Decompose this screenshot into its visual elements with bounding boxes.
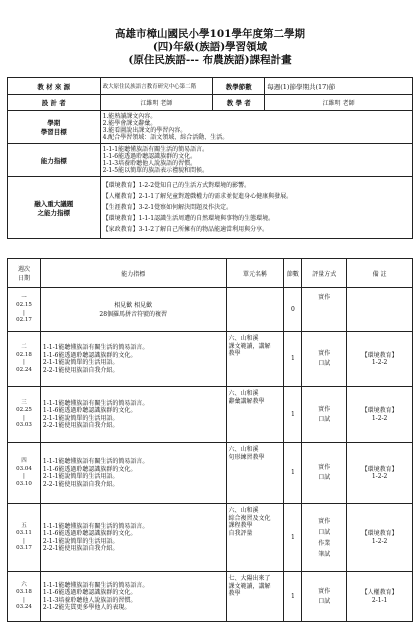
hours-label: 教學節數 <box>213 78 265 95</box>
week-date: 二 02.18 | 02.24 <box>8 332 41 387</box>
assessment-cell <box>302 572 347 622</box>
issue-item: 【生涯教育】3-2-1覺察如何解決問題及作決定。 <box>102 204 233 211</box>
remarks-cell <box>347 572 413 622</box>
assessment-cell <box>302 332 347 387</box>
unit-line: 課文範讀，講解 <box>228 342 271 350</box>
remarks-header: 備 註 <box>347 259 413 288</box>
textbook-label: 教 材 來 源 <box>8 78 101 95</box>
indicator-line: 1-1-1能聽懂族語有關生活的簡易語言。 <box>42 399 149 407</box>
unit-line: 六、山和溪 <box>228 507 259 514</box>
assessment-line: 筆試 <box>318 550 331 558</box>
unit-line: 句形練習教學 <box>228 453 265 461</box>
indicator-line: 1-1-6能透過聆聽認識族群的文化。 <box>42 589 137 596</box>
remarks-line: 2-1-1 <box>371 596 388 604</box>
assessment-line: 實作 <box>318 294 331 301</box>
unit-line: 綜合複習及文化 <box>228 514 271 522</box>
assessment-cell <box>302 504 347 572</box>
table-row <box>8 288 413 332</box>
indicator-line: 2-2-1能使用族語自我介紹。 <box>42 422 119 429</box>
assessment-line: 實作 <box>318 405 331 413</box>
indicator-line: 1-1-3培養聆聽他人說族語的習慣。 <box>42 596 137 604</box>
goal-item: 3.能看圖說出課文的學習內容。 <box>102 127 187 134</box>
unit-line: 課文範讀，講解 <box>228 582 271 590</box>
designer-label: 設 計 者 <box>8 95 101 111</box>
teacher-label: 教 學 者 <box>213 95 265 111</box>
indicator-line: 1-1-1能聽懂族語有關生活的簡易語言。 <box>42 458 149 465</box>
issue-item: 【家政教育】3-1-2了解自己所擁有的物品能適當利用與分享。 <box>102 226 269 233</box>
course-plan-title: (原住民族語--- 布農族語)課程計畫 <box>128 54 292 66</box>
unit-line: 七、大陽出來了 <box>228 575 271 582</box>
remarks-line: 【環境教育】 <box>361 530 398 537</box>
unit-line: 六、山和溪 <box>228 390 259 397</box>
unit-cell <box>226 387 284 443</box>
issues-list <box>100 177 412 239</box>
week-date: 四 03.04 | 03.10 <box>8 443 41 504</box>
assessment-cell <box>302 443 347 504</box>
remarks-cell <box>347 387 413 443</box>
goal-item: 1.能熟讀課文內容。 <box>102 113 157 120</box>
remarks-cell <box>347 288 413 332</box>
hours-cell: 1 <box>284 504 302 572</box>
remarks-line: 【人權教育】 <box>361 589 398 596</box>
unit-line: 教學 <box>228 350 241 357</box>
hours-header: 節數 <box>284 259 302 288</box>
hours-cell: 1 <box>284 443 302 504</box>
assessment-cell <box>302 288 347 332</box>
assessment-line: 實作 <box>318 350 331 357</box>
teacher-value: 江維明 老師 <box>265 95 413 111</box>
goals-label: 學期 學習目標 <box>8 111 101 144</box>
week-date: 三 02.25 | 03.03 <box>8 387 41 443</box>
indicator-line: 相見歡 相見歡 <box>114 301 153 309</box>
indicator-line: 1-1-6能透過聆聽認識族群的文化。 <box>42 351 137 359</box>
remarks-line: 【環境教育】 <box>361 351 398 359</box>
unit-cell <box>226 572 284 622</box>
assessment-line: 口試 <box>318 528 331 536</box>
indicator-cell <box>40 332 226 387</box>
table-row <box>8 443 413 504</box>
issue-item: 【環境教育】1-1-1認識生活周遭的自然環境與事物的生態環境。 <box>102 215 275 222</box>
textbook-value: 政大原住民族語言教育研究中心第二階 <box>100 78 213 95</box>
course-info-table <box>7 77 413 239</box>
hours-cell: 1 <box>284 332 302 387</box>
assessment-line: 口試 <box>318 360 331 367</box>
issue-item: 【人權教育】2-1-1了解兒童對遊戲權力的需求並促進身心健康與發展。 <box>102 193 293 200</box>
school-title: 高雄市樟山國民小學101學年度第二學期 <box>115 28 305 40</box>
assessment-line: 實作 <box>318 517 331 525</box>
remarks-line: 1-2-2 <box>371 537 388 545</box>
issues-label: 融入重大議題 之能力指標 <box>8 177 101 239</box>
goals-list <box>100 111 412 144</box>
indicator-line: 2-1-1能說簡單的生活用語。 <box>42 414 119 422</box>
indicator-line: 2-2-1能使用族語自我介紹。 <box>42 480 119 488</box>
table-row <box>8 504 413 572</box>
remarks-cell <box>347 504 413 572</box>
remarks-line: 【環境教育】 <box>361 407 398 414</box>
indicator-cell <box>40 504 226 572</box>
indicator-line: 1-1-6能透過聆聽認識族群的文化。 <box>42 407 137 414</box>
week-date: 五 03.11 | 03.17 <box>8 504 41 572</box>
unit-line: 六、山和溪 <box>228 335 259 342</box>
indicator-line: 2-2-1能使用族語自我介紹。 <box>42 366 119 374</box>
table-row <box>8 572 413 622</box>
unit-line: 自我評量 <box>228 529 253 537</box>
remarks-line: 【環境教育】 <box>361 465 398 473</box>
indicator-line: 2-2-1能使用族語自我介紹。 <box>42 545 119 552</box>
unit-line: 教學 <box>228 590 241 597</box>
weekly-schedule-table <box>7 258 413 622</box>
goal-item: 4.配合學習領域：語文領域、綜合活動、生活。 <box>102 134 229 141</box>
indicator-cell <box>40 443 226 504</box>
remarks-cell <box>347 332 413 387</box>
unit-cell <box>226 332 284 387</box>
assessment-header: 評量方式 <box>302 259 347 288</box>
remarks-line: 1-2-2 <box>371 359 388 366</box>
unit-cell <box>226 288 284 332</box>
week-date: 六 03.18 | 03.24 <box>8 572 41 622</box>
unit-line: 辭彙講解教學 <box>228 397 265 405</box>
indicator-cell <box>40 572 226 622</box>
hours-cell: 1 <box>284 387 302 443</box>
indicator-header: 能力指標 <box>40 259 226 288</box>
assessment-cell <box>302 387 347 443</box>
unit-cell <box>226 443 284 504</box>
assessment-line: 口試 <box>318 415 331 423</box>
assessment-line: 口試 <box>318 474 331 481</box>
assessment-line: 實作 <box>318 587 331 595</box>
table-row <box>8 387 413 443</box>
goal-item: 2.能學會課文辭彙。 <box>102 120 157 127</box>
indicator-line: 1-1-1能聽懂族語有關生活的簡易語言。 <box>42 522 149 530</box>
indicator-line: 2-1-2能先貫更多學他人的表現。 <box>42 604 131 611</box>
indicator-line: 1-1-1能聽懂族語有關生活的簡易語言。 <box>42 344 149 351</box>
indicator-line: 2-1-1能說簡單的生活用語。 <box>42 359 119 366</box>
indicator-line: 2-1-1能說簡單的生活用語。 <box>42 473 119 480</box>
indicator-cell <box>40 288 226 332</box>
ability-item: 1-1-3培養聆聽他人說族語的習慣。 <box>102 160 197 167</box>
table-row <box>8 332 413 387</box>
grade-subject-title: (四)年級(族語)學習領域 <box>152 41 268 53</box>
hours-value: 每週(1)節學期共(17)節 <box>265 78 413 95</box>
ability-item: 1-1-1能聽懂族語有關生活的簡易語言。 <box>102 146 209 153</box>
document-title-block <box>0 28 420 67</box>
assessment-line: 作業 <box>318 539 331 547</box>
issue-item: 【環境教育】1-2-2覺知自己的生活方式對環境的影響。 <box>102 182 251 189</box>
unit-line: 課程教學 <box>228 522 253 529</box>
indicator-line: 1-1-1能聽懂族語有關生活的簡易語言。 <box>42 581 149 589</box>
week-header: 週次 日期 <box>8 259 41 288</box>
ability-item: 2-1-5能以簡單的族語表示禮貌和問候。 <box>102 167 209 174</box>
indicator-line: 1-1-6能透過聆聽認識族群的文化。 <box>42 530 137 537</box>
indicator-cell <box>40 387 226 443</box>
ability-item: 1-1-6能透過聆聽認識族群的文化。 <box>102 153 197 160</box>
assessment-line: 實作 <box>318 464 331 471</box>
assessment-line: 口試 <box>318 597 331 605</box>
hours-cell: 1 <box>284 572 302 622</box>
designer-value: 江維明 老師 <box>100 95 213 111</box>
unit-line: 六、山和溪 <box>228 446 259 453</box>
remarks-cell <box>347 443 413 504</box>
hours-cell: 0 <box>284 288 302 332</box>
indicator-line: 2-1-1能說簡單的生活用語。 <box>42 537 119 545</box>
week-date: 一 02.15 | 02.17 <box>8 288 41 332</box>
ability-list <box>100 144 412 177</box>
unit-cell <box>226 504 284 572</box>
indicator-line: 28個羅馬拼音符號的複習 <box>99 310 168 318</box>
remarks-line: 1-2-2 <box>371 473 388 480</box>
indicator-line: 1-1-6能透過聆聽認識族群的文化。 <box>42 465 137 473</box>
unit-header: 單元名稱 <box>226 259 284 288</box>
remarks-line: 1-2-2 <box>371 414 388 422</box>
ability-label: 能力指標 <box>8 144 101 177</box>
